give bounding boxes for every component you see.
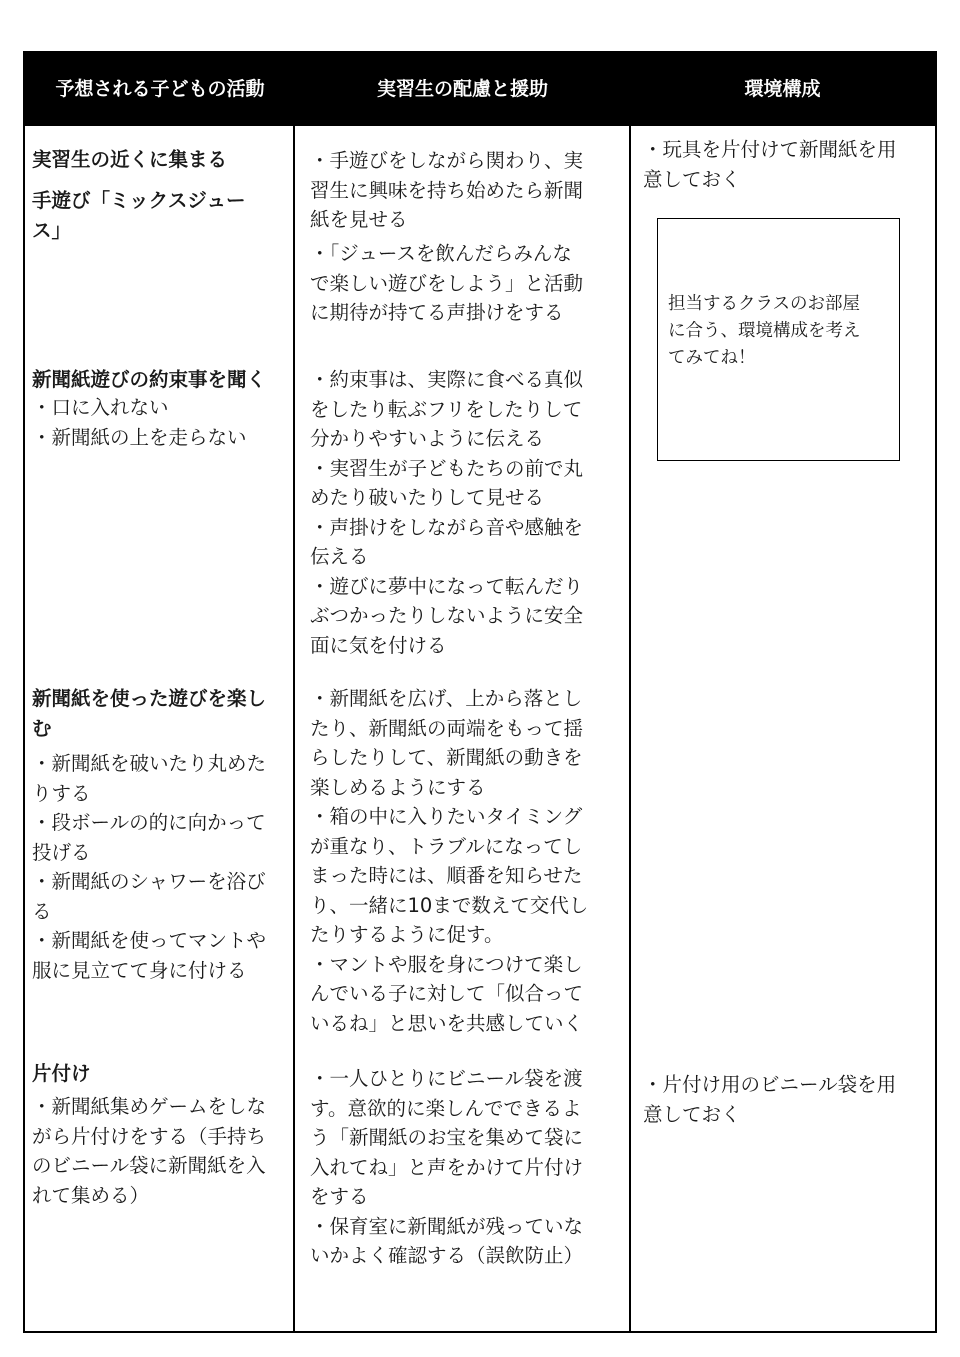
column-divider	[293, 126, 295, 1331]
activity-play-items: ・新聞紙を破いたり丸めた りする ・段ボールの的に向かって 投げる ・新聞紙のシャワーを浴び る ・新聞紙を使ってマントや 服に見立てて身に付ける	[32, 752, 267, 982]
environment-note-box	[657, 218, 900, 461]
environment-bags: ・片付け用のビニール袋を用 意しておく	[643, 1073, 897, 1126]
lesson-plan-table	[23, 51, 937, 1333]
activity-cleanup-items: ・新聞紙集めゲームをしな がら片付けをする（手持ち のビニール袋に新聞紙を入 れて集める）	[32, 1095, 267, 1207]
activity-rules-title: 新聞紙遊びの約束事を聞く	[32, 368, 267, 391]
activity-gather-title: 実習生の近くに集まる	[32, 148, 228, 171]
table-header	[25, 53, 935, 126]
header-activity: 予想される子どもの活動	[55, 78, 265, 100]
support-juice: ・「ジュースを飲んだらみんな で楽しい遊びをしよう」と活動 に期待が持てる声掛けをする	[310, 242, 584, 324]
activity-rules-items: ・口に入れない ・新聞紙の上を走らない	[32, 396, 247, 449]
activity-play-title: 新聞紙を使った遊びを楽し む	[32, 687, 267, 740]
environment-note-text: 担当するクラスのお部屋 に合う、環境構成を考え てみてね！	[668, 294, 861, 368]
environment-toys: ・玩具を片付けて新聞紙を用 意しておく	[643, 138, 897, 191]
support-rules: ・約束事は、実際に食べる真似 をしたり転ぶフリをしたりして 分かりやすいように伝える ・実習生が子どもたちの前で丸 めたり破いたりして見せる ・声掛けをしながら音や感触を 伝える ・遊びに夢中になって転んだり ぶつかったりしないように安全 面に気を付ける	[310, 368, 584, 657]
support-play: ・新聞紙を広げ、上から落とし たり、新聞紙の両端をもって揺 らしたりして、新聞紙の動きを 楽しめるようにする ・箱の中に入りたいタイミング が重なり、トラブルになってし まった時には、順番を知らせた り、一緒に10まで数えて交代し たりするように促す。 ・マントや服を身につけて楽し んでいる子に対して「似合って いるね」と思いを共感していく	[310, 687, 589, 1035]
support-handplay: ・手遊びをしながら関わり、実 習生に興味を持ち始めたら新聞 紙を見せる	[310, 149, 584, 231]
activity-cleanup-title: 片付け	[32, 1062, 91, 1085]
header-support: 実習生の配慮と援助	[376, 78, 548, 100]
activity-handplay-title: 手遊び「ミックスジュー ス」	[32, 189, 246, 242]
support-cleanup: ・一人ひとりにビニール袋を渡 す。意欲的に楽しんでできるよ う「新聞紙のお宝を集めて袋に 入れてね」と声をかけて片付け をする ・保育室に新聞紙が残っていな いかよく確認する（誤飲防止）	[310, 1067, 584, 1267]
header-environment: 環境構成	[744, 78, 821, 100]
column-divider	[629, 126, 631, 1331]
